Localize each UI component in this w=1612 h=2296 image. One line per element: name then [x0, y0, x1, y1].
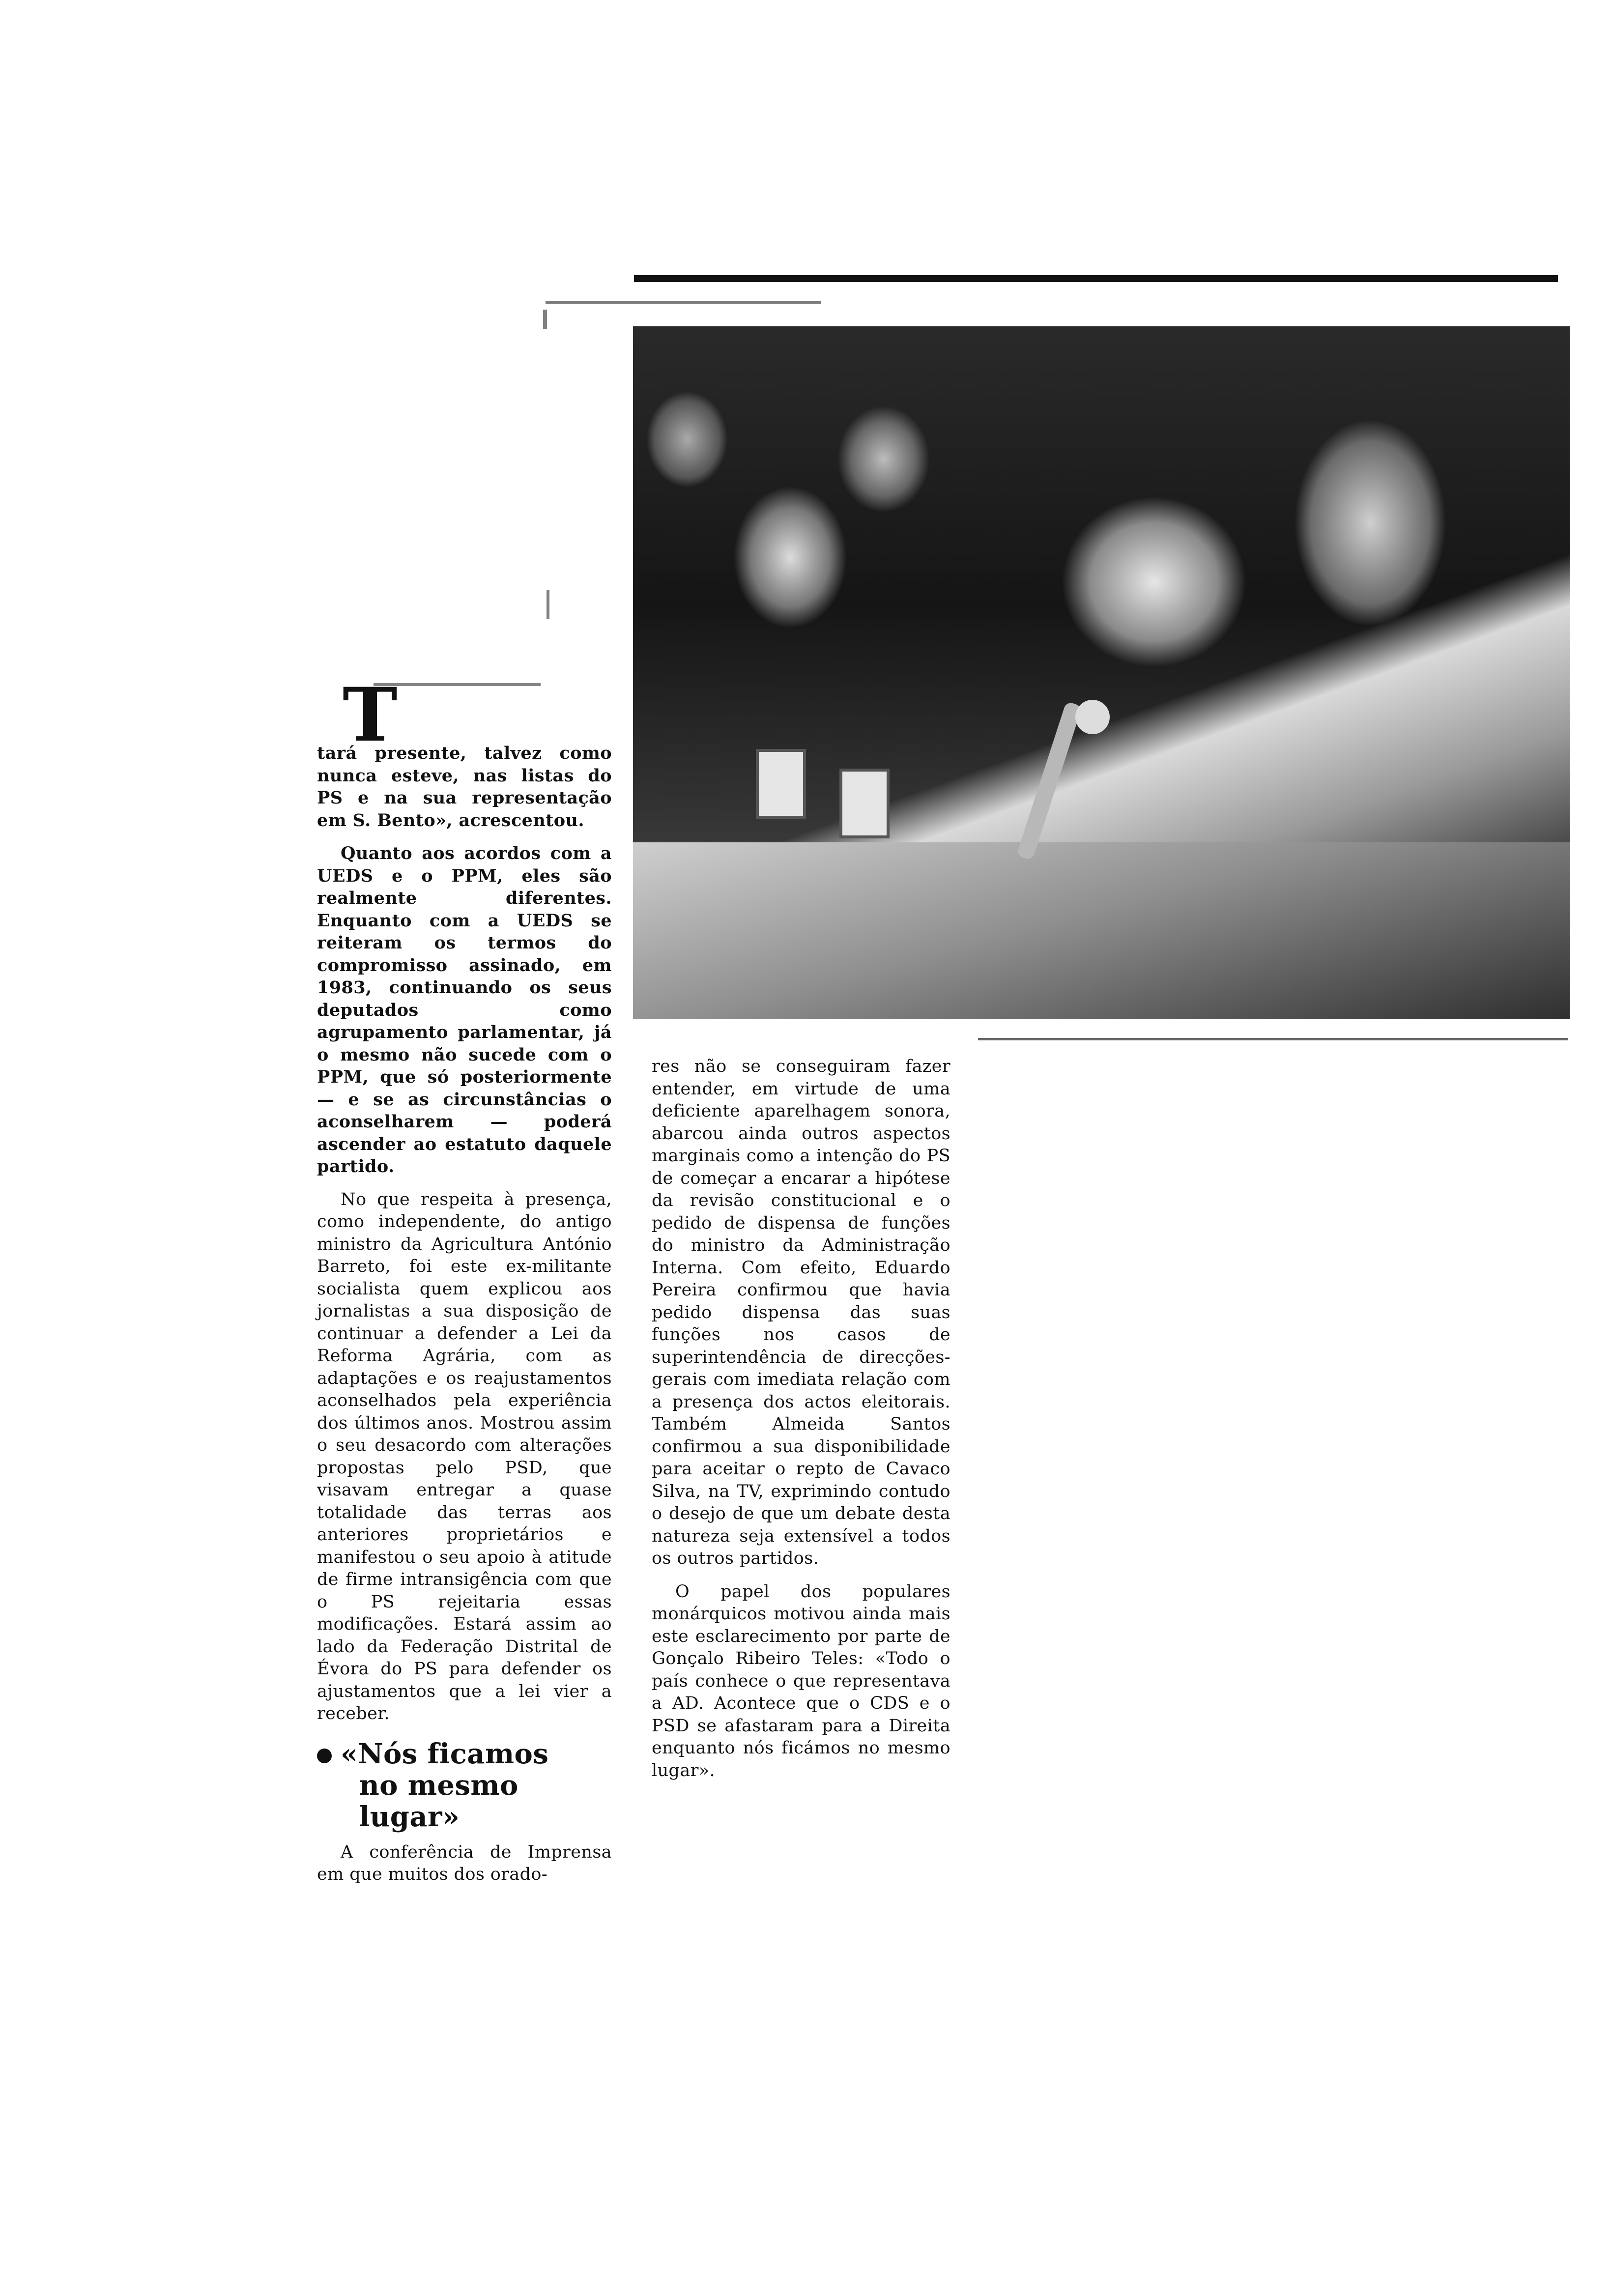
top-rule [634, 275, 1558, 282]
photo-table [633, 842, 1570, 1019]
photo-glass [756, 749, 806, 819]
paragraph: No que respeita à presença, como independente, do antigo ministro da Agricultura António Barreto, foi este ex-militante socialista quem explicou aos jornalistas a sua disposição de continuar a defender a Lei da Reforma Agrária, com as adaptações e os reajustamentos aconselhados pela experiência dos últimos anos. Mostrou assim o seu desacordo com alterações propostas pelo PSD, que visavam entregar a quase totalidade das terras aos anteriores proprietários e manifestou o seu apoio à atitude de firme intransigência com que o PS rejeitaria essas modificações. Estará assim ao lado da Federação Distrital de Évora do PS para defender os ajustamentos que a lei vier a receber. [317, 1189, 612, 1723]
scan-mark [547, 590, 549, 619]
subheading [317, 1738, 612, 1833]
paragraph: A conferência de Imprensa em que muitos dos orado- [317, 1842, 612, 1884]
article-column-1 [317, 742, 612, 1897]
subheading-line: no mesmo lugar» [359, 1769, 518, 1833]
article-column-2 [652, 1056, 950, 1793]
top-rule-fragment [546, 301, 821, 304]
subheading-line: «Nós ficamos [341, 1737, 549, 1770]
bullet-icon [317, 1749, 332, 1763]
photo-microphone [1016, 701, 1082, 861]
paragraph: Quanto aos acordos com a UEDS e o PPM, eles são realmente diferentes. Enquanto com a UEDS se reiteram os termos do compromisso assinado, em 1983, continuando os seus deputados como agrupamento parlamentar, já o mesmo não sucede com o PPM, que só posteriormente — e se as circunstâncias o aconselharem — poderá ascender ao estatuto daquele partido. [317, 843, 612, 1177]
photo-bottom-rule [978, 1038, 1568, 1040]
drop-cap: T [343, 672, 398, 758]
scan-mark [543, 310, 547, 329]
left-rule-fragment [374, 683, 541, 686]
press-conference-photo [633, 326, 1570, 1019]
paragraph: tará presente, talvez como nunca esteve, nas listas do PS e na sua representação em S. Bento», acrescentou. [317, 743, 612, 831]
paragraph: res não se conseguiram fazer entender, em virtude de uma deficiente aparelhagem sonora, abarcou ainda outros aspectos marginais como a intenção do PS de começar a encarar a hipótese da revisão constitucional e o pedido de dispensa de funções do ministro da Administração Interna. Com efeito, Eduardo Pereira confirmou que havia pedido dispensa das suas funções nos casos de superintendência de direcções-gerais com imediata relação com a presença dos actos eleitorais. Também Almeida Santos confirmou a sua disponibilidade para aceitar o repto de Cavaco Silva, na TV, exprimindo contudo o desejo de que um debate desta natureza seja extensível a todos os outros partidos. [652, 1057, 950, 1568]
paragraph: O papel dos populares monárquicos motivou ainda mais este esclarecimento por parte de Gonçalo Ribeiro Teles: «Todo o país conhece o que representava a AD. Acontece que o CDS e o PSD se afastaram para a Direita enquanto nós ficámos no mesmo lugar». [652, 1581, 950, 1780]
photo-microphone-head [1075, 700, 1110, 734]
photo-glass [839, 769, 890, 838]
